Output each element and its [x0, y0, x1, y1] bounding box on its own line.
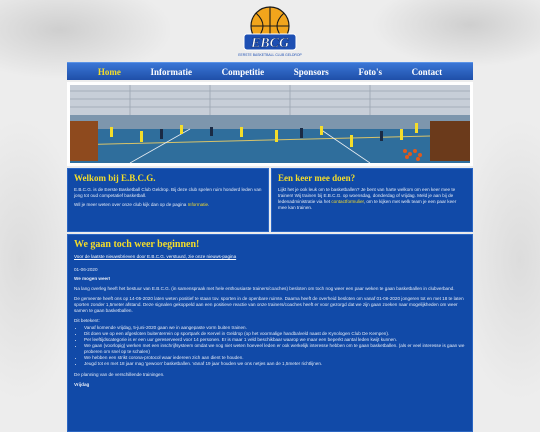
- logo-text: EBCG: [250, 36, 290, 51]
- news-list-intro: Dit betekent:: [74, 318, 100, 323]
- news-title: We gaan toch weer beginnen!: [74, 239, 200, 250]
- main-nav: [67, 62, 473, 80]
- page-container: [67, 0, 473, 432]
- nav-sponsors[interactable]: Sponsors: [293, 66, 329, 77]
- welcome-more-suffix: .: [208, 202, 210, 207]
- welcome-more-text: Wil je meer weten over onze club kijk dan op de pagina: [74, 202, 188, 207]
- join-text: [278, 187, 466, 211]
- news-subtitle: We mogen weer!: [74, 276, 111, 281]
- news-archive-link[interactable]: Voor de laatste nieuwsbrieven door E.B.C.G. verstuurd, zie onze nieuws-pagina: [74, 254, 237, 259]
- list-item: • Jeugd tot en met 18 jaar mag 'gewoon' basketballen. Vanaf 19 jaar houden we ons netjes aan de 1,5meter richtlijnen.: [84, 361, 466, 367]
- list-item: • We gaan (voorlopig) werken met een inschrijfsysteem omdat we nog niet weten hoeveel leden er ook werkelijk interesse hebben om te gaan basketballen. (als er veel interesse is gaan we proberen om snel op te schalen): [84, 343, 466, 355]
- nav-home[interactable]: Home: [97, 66, 121, 77]
- news-paragraph-2: De gemeente heeft ons op 14-05-2020 laten weten positief te staan tov. sporten in de openbare ruimte. Daarna heeft de overheid besloten om vanaf 01-06-2020 jongeren tot en met 18 te laten sporten zonder 1,5meter afstand. Deze signalen gekoppeld aan een positieve reactie van onze trainers/coaches heeft er voor gezorgd dat we zijn gaan zoeken naar mogelijkheden om weer samen te gaan basketballen.: [74, 296, 464, 313]
- welcome-title: Welkom bij E.B.C.G.: [74, 173, 156, 183]
- club-logo[interactable]: [238, 4, 302, 62]
- list-item: • Vanaf komende vrijdag, 5-juni-2020 gaan we in aangepaste vorm buiten trainen.: [84, 325, 466, 331]
- list-item: • Per leeftijdscategorie is er een uur gereserveerd voor 14 personen. Er is maar 1 veld beschikbaar waarop we maar een beperkt aantal leden kwijt kunnen.: [84, 337, 466, 343]
- contactformulier-link[interactable]: contactformulier: [331, 199, 364, 204]
- nav-contact[interactable]: Contact: [411, 66, 443, 77]
- welcome-more: [74, 202, 262, 208]
- join-title: Een keer mee doen?: [278, 173, 356, 183]
- intro-panels: [67, 168, 473, 232]
- informatie-link[interactable]: Informatie: [187, 202, 209, 207]
- nav-competitie[interactable]: Competitie: [221, 66, 265, 77]
- hero-photo-frame: [67, 82, 473, 166]
- logo-subtext: EERSTE BASKETBALL CLUB GELDROP: [238, 53, 302, 57]
- welcome-panel: [67, 168, 269, 232]
- news-date: 01-06-2020: [74, 267, 98, 272]
- news-paragraph-3: De planning van de verschillende trainingen.: [74, 372, 165, 377]
- nav-fotos[interactable]: Foto's: [358, 66, 382, 77]
- welcome-text: E.B.C.G. is de Eerste Basketball Club Geldrop. Bij deze club spelen ruim honderd leden van jong tot oud competatief basketball.: [74, 187, 262, 198]
- list-item: • We hebben een strikt corona-protocol waar iedereen zich aan dient te houden.: [84, 355, 466, 361]
- news-bullet-list: [84, 325, 466, 367]
- gym-photo: [70, 85, 470, 163]
- join-text-prefix: Lijkt het je ook leuk om te basketballen? Je bent van harte welkom om een keer mee te trainen! Wij trainen bij E.B.C.G. op woensdag, donderdag of vrijdag. Meld je aan bij de ledenadministratie via het: [278, 187, 456, 204]
- news-paragraph-1: Na lang overleg heeft het bestuur van E.B.C.G. (in samenspraak met hele enthousiaste trainers/coaches) besloten om toch nog weer een paar weken te gaan basketballen in clubverband.: [74, 286, 455, 291]
- list-item: • Dit doen we op een afgesloten buitenterrein op sportpark de Kervel in Geldrop (op het voormalige handbalveld naast de Kynologen Club De Kempen).: [84, 331, 466, 337]
- news-panel: [67, 234, 473, 432]
- join-panel: [271, 168, 473, 232]
- nav-informatie[interactable]: Informatie: [150, 66, 192, 77]
- join-text-suffix: , om te kijken met welk team je een paar keer mee kan trainen.: [278, 199, 457, 210]
- news-paragraph-4: Vrijdag: [74, 382, 90, 387]
